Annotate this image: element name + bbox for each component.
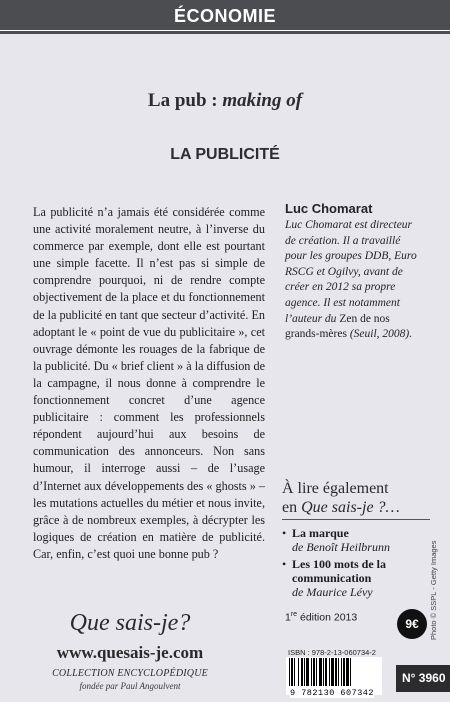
barcode-bar: [298, 658, 299, 686]
price-badge: 9€: [397, 609, 427, 639]
barcode-bar: [306, 658, 309, 686]
list-item-title: Les 100 mots de la communication: [292, 557, 386, 585]
photo-credit: Photo © SSPL - Getty Images: [429, 540, 438, 640]
publisher-url: www.quesais-je.com: [56, 643, 204, 662]
also-read-list: [282, 526, 432, 599]
list-item-author: de Benoît Heilbrunn: [292, 540, 390, 554]
barcode-bar: [301, 658, 303, 686]
barcode-bar: [343, 658, 345, 686]
edition-number: 1: [285, 611, 291, 624]
also-read-heading: [282, 479, 432, 517]
edition-suffix: re: [290, 611, 298, 618]
series-number-badge: N° 3960: [396, 665, 450, 692]
subtitle-italic: making of: [222, 90, 303, 111]
barcode-bar: [289, 658, 290, 686]
barcode-bar: [319, 658, 322, 686]
barcode-bar: [291, 658, 293, 686]
barcode-bar: [335, 658, 337, 686]
barcode-bar: [338, 658, 339, 686]
barcode-number: 9 782130 607342: [290, 688, 375, 698]
barcode-bar: [350, 658, 351, 686]
barcode-bars: [286, 657, 382, 687]
also-read-series: Que sais-je ?…: [301, 499, 400, 516]
author-bio-end: (Seuil, 2008).: [346, 328, 413, 341]
summary-text: La publicité n’a jamais été considérée comme une activité moralement neutre, à l’inverse du commerce par exemple, dont elle est pourtant une simple facette. Il n’est pas si simple de comprendre pourquoi, ni de rendre compte objectivement de la place et du fonctionnement de la publicité en tant que secteur d’activité. En adoptant le « point de vue du publicitaire », cet ouvrage démonte les rouages de la fabrique de la publicité. Du « brief client » à la diffusion de la campagne, il nous donne à comprendre le fonctionnement concret d’une agence publicitaire : comment les professionnels répondent aujourd’hui aux besoins de communication des annonceurs. Non sans humour, il interroge aussi – de l’usage d’Internet aux développements des « ghosts » – les mutations actuelles du métier et nous invite, grâce à de nombreux exemples, à décrypter les logiques de création en matière de publicité. Car, enfin, c’est quoi une bonne pub ?: [33, 205, 265, 561]
list-item-author: de Maurice Lévy: [292, 585, 373, 599]
barcode-bar: [329, 658, 330, 686]
also-read-line1: À lire également: [282, 480, 389, 497]
barcode-bar: [304, 658, 305, 686]
banner-rule: [0, 30, 450, 31]
also-read-box: [282, 479, 432, 602]
barcode-bar: [331, 658, 334, 686]
author-name: Luc Chomarat: [285, 201, 373, 216]
author-bio: [285, 218, 417, 343]
author-book-title: Zen de nos grands-mères: [285, 312, 390, 341]
barcode-bar: [316, 658, 317, 686]
author-bio-text: Luc Chomarat est directeur de création. Il a travaillé pour les groupes DDB, Euro RSCG et Ogilvy, avant de créer en 2012 sa propre agence. Il est notamment l’auteur du: [285, 219, 417, 325]
barcode-bar: [313, 658, 315, 686]
collection-label: COLLECTION ENCYCLOPÉDIQUE: [52, 668, 208, 679]
list-item: [282, 557, 432, 599]
also-read-line2: en: [282, 499, 302, 516]
barcode-bar: [346, 658, 349, 686]
list-item: [282, 526, 432, 554]
list-item-title: La marque: [292, 526, 349, 540]
founder-label: fondée par Paul Angoulvent: [79, 681, 181, 691]
publisher-logo: Que sais-je?: [69, 610, 191, 636]
barcode-bar: [294, 658, 295, 686]
barcode-bar: [323, 658, 324, 686]
also-read-rule: [282, 519, 430, 520]
category-banner: [0, 0, 450, 34]
edition-text: édition 2013: [297, 611, 358, 624]
edition-label: [285, 611, 357, 624]
book-title: LA PUBLICITÉ: [170, 146, 280, 163]
barcode-bar: [325, 658, 327, 686]
category-title: ÉCONOMIE: [173, 6, 276, 26]
barcode-bar: [341, 658, 342, 686]
isbn-label: ISBN : 978-2-13-060734-2: [288, 648, 376, 657]
book-subtitle: [0, 90, 450, 112]
barcode-bar: [311, 658, 312, 686]
subtitle-prefix: La pub :: [147, 90, 223, 111]
